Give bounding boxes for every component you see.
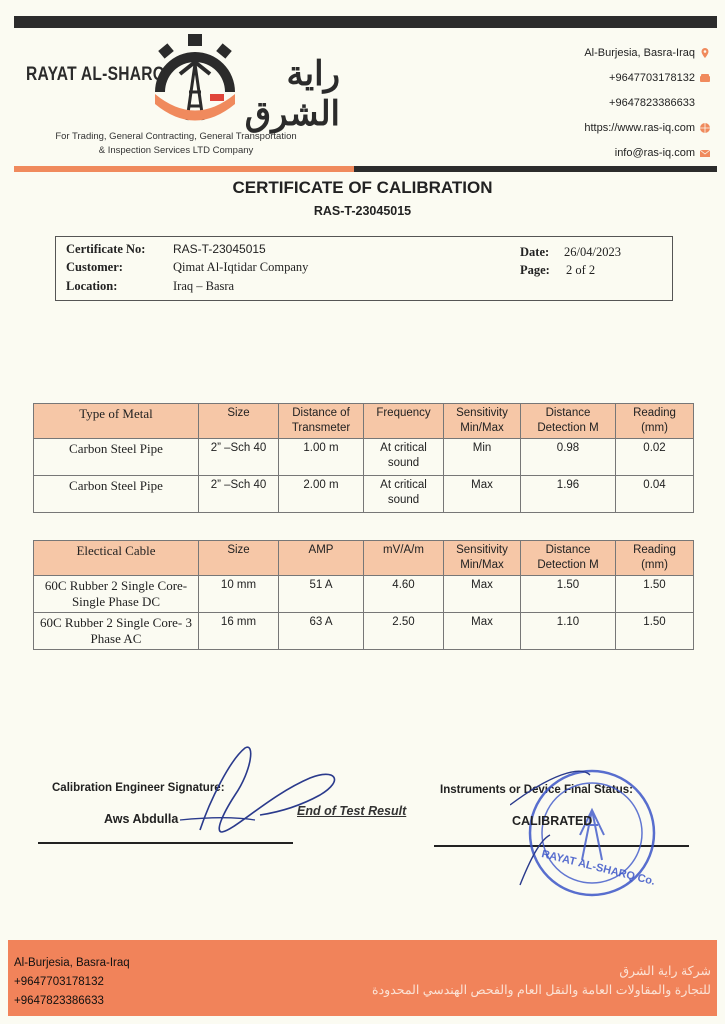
cert-no-label: Certificate No: xyxy=(66,242,146,256)
engineer-signature-label: Calibration Engineer Signature: xyxy=(52,782,225,794)
certificate-info-box xyxy=(55,236,673,301)
top-dark-bar xyxy=(14,16,717,28)
table-cell: 0.04 xyxy=(616,476,694,513)
table-cell: Min xyxy=(444,439,521,476)
logo-text-english: RAYAT AL-SHARQ xyxy=(26,64,166,85)
customer-value: Qimat Al-Iqtidar Company xyxy=(173,260,309,274)
table-cell: 63 A xyxy=(279,613,364,650)
logo-text-arabic: راية الشرق xyxy=(244,55,340,133)
table-row xyxy=(34,613,694,650)
header-cell: Frequency xyxy=(364,404,444,439)
engineer-signature-line xyxy=(38,842,293,844)
certificate-number-heading: RAS-T-23045015 xyxy=(313,204,412,218)
table-cell: At critical sound xyxy=(364,476,444,513)
header-cell: Distance Detection M xyxy=(521,404,616,439)
table-cell: 2.00 m xyxy=(279,476,364,513)
table-cell: Max xyxy=(444,613,521,650)
header-cell: Distance Detection M xyxy=(521,541,616,576)
certificate-title: CERTIFICATE OF CALIBRATION xyxy=(232,178,493,197)
table-cell: 1.50 xyxy=(521,576,616,613)
location-value: Iraq – Basra xyxy=(173,279,235,293)
table-row xyxy=(34,576,694,613)
company-tagline xyxy=(26,130,326,158)
footer-phone-1: +9647703178132 xyxy=(14,976,104,988)
contact-address: Al-Burjesia, Basra-Iraq xyxy=(584,46,695,59)
footer-address: Al-Burjesia, Basra-Iraq xyxy=(14,957,130,969)
cert-no-value: RAS-T-23045015 xyxy=(173,242,266,256)
contact-email: info@ras-iq.com xyxy=(614,146,695,159)
table-cell: 60C Rubber 2 Single Core- 3 Phase AC xyxy=(34,613,199,650)
header-cell: Type of Metal xyxy=(34,404,199,439)
location-pin-icon xyxy=(699,47,711,59)
device-status-label: Instruments or Device Final Status: xyxy=(440,784,633,796)
location-label: Location: xyxy=(66,279,118,293)
table-cell: 1.50 xyxy=(616,613,694,650)
accent-bar-left xyxy=(14,166,354,172)
envelope-icon xyxy=(699,147,711,159)
accent-bar-right xyxy=(354,166,717,172)
table-cell: 2” –Sch 40 xyxy=(199,439,279,476)
tagline-line-1: For Trading, General Contracting, General Transportation xyxy=(55,131,297,142)
contact-phone-1: +9647703178132 xyxy=(609,71,695,84)
table-cell: 10 mm xyxy=(199,576,279,613)
table-cell: 51 A xyxy=(279,576,364,613)
table-cell: At critical sound xyxy=(364,439,444,476)
page-label: Page: xyxy=(520,263,550,277)
globe-icon xyxy=(699,122,711,134)
header-cell: Electical Cable xyxy=(34,541,199,576)
table-cell: 0.02 xyxy=(616,439,694,476)
header-cell: Reading (mm) xyxy=(616,404,694,439)
table-cell: Max xyxy=(444,576,521,613)
handwritten-signature xyxy=(160,740,350,840)
footer-phone-2: +9647823386633 xyxy=(14,995,104,1007)
metal-calibration-table xyxy=(33,403,694,513)
table-cell: 2.50 xyxy=(364,613,444,650)
contact-phone-2: +9647823386633 xyxy=(609,96,695,109)
header-cell: Size xyxy=(199,541,279,576)
contact-website: https://www.ras-iq.com xyxy=(584,121,695,134)
header-cell: AMP xyxy=(279,541,364,576)
cable-calibration-table xyxy=(33,540,694,650)
table-row xyxy=(34,476,694,513)
table-cell: 1.10 xyxy=(521,613,616,650)
footer-bar xyxy=(8,940,717,1016)
footer-arabic-company xyxy=(372,962,711,1000)
table-row xyxy=(34,439,694,476)
customer-label: Customer: xyxy=(66,260,123,274)
header-cell: Distance of Transmeter xyxy=(279,404,364,439)
table-cell: 1.96 xyxy=(521,476,616,513)
header-cell: Reading (mm) xyxy=(616,541,694,576)
phone-icon xyxy=(699,72,711,84)
table-cell: Carbon Steel Pipe xyxy=(34,476,199,513)
table-cell: 0.98 xyxy=(521,439,616,476)
stamp-text: RAYAT AL-SHARQ Co. xyxy=(540,848,657,888)
tagline-line-2: & Inspection Services LTD Company xyxy=(98,145,254,156)
header-cell: Size xyxy=(199,404,279,439)
table-cell: 4.60 xyxy=(364,576,444,613)
date-value: 26/04/2023 xyxy=(564,245,621,259)
calibrated-status: CALIBRATED xyxy=(512,814,593,828)
company-logo xyxy=(20,30,340,160)
table-cell: 60C Rubber 2 Single Core- Single Phase DC xyxy=(34,576,199,613)
page-value: 2 of 2 xyxy=(566,263,596,277)
date-label: Date: xyxy=(520,245,550,259)
table-cell: Max xyxy=(444,476,521,513)
header-cell: Sensitivity Min/Max xyxy=(444,404,521,439)
engineer-name: Aws Abdulla xyxy=(104,812,179,826)
header-cell: mV/A/m xyxy=(364,541,444,576)
footer-arabic-line-1: شركة راية الشرق xyxy=(619,964,711,978)
table-header-row xyxy=(34,404,694,439)
footer-arabic-line-2: للتجارة والمقاولات العامة والنقل العام والفحص الهندسي المحدودة xyxy=(372,983,711,997)
contact-block xyxy=(584,40,711,165)
end-of-test-result: End of Test Result xyxy=(297,804,407,818)
table-cell: 16 mm xyxy=(199,613,279,650)
footer-contact xyxy=(14,954,130,1011)
table-cell: Carbon Steel Pipe xyxy=(34,439,199,476)
header-cell: Sensitivity Min/Max xyxy=(444,541,521,576)
table-header-row xyxy=(34,541,694,576)
table-cell: 1.50 xyxy=(616,576,694,613)
table-cell: 1.00 m xyxy=(279,439,364,476)
table-cell: 2” –Sch 40 xyxy=(199,476,279,513)
